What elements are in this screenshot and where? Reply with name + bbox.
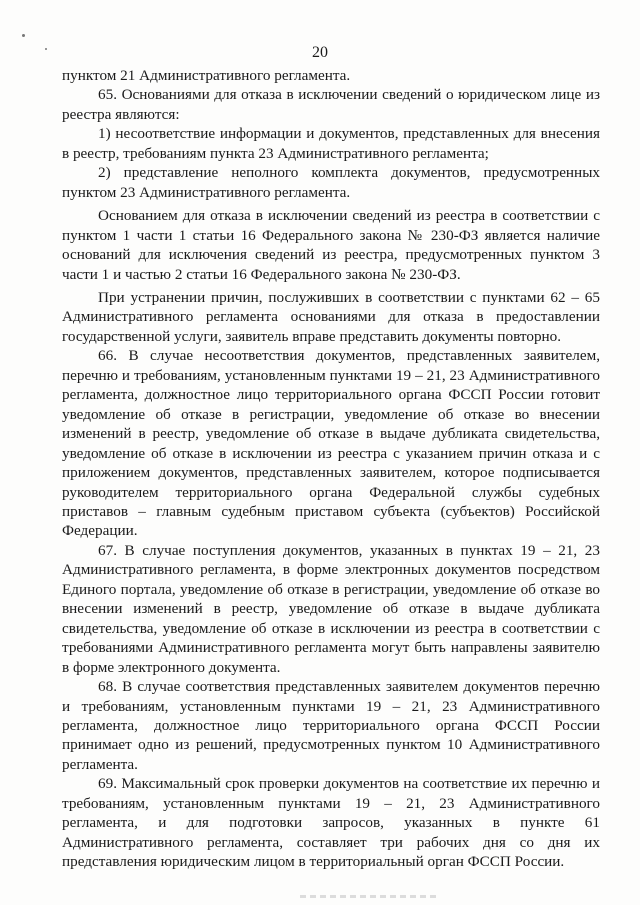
paragraph-68: 68. В случае соответствия представленных заявителем документов перечню и требованиям, установленным пунктами 19 – 21, 23 Административного регламента, должностное лицо территориального органа ФССП России принимает одно из решений, предусмотренных пунктом 10 Административного регламента. bbox=[62, 678, 600, 773]
page-number: 20 bbox=[312, 44, 328, 61]
paragraph-65-item-1: 1) несоответствие информации и документов, представленных для внесения в реестр, требованиям пункта 23 Административного регламента; bbox=[62, 125, 600, 162]
paragraph-69: 69. Максимальный срок проверки документов на соответствие их перечню и требованиям, установленным пунктами 19 – 21, 23 Административного регламента, и для подготовки запросов, указанных в пункте 61 Административного регламента, составляет три рабочих дня со дня их представления юридическим лицом в территориальный орган ФССП России. bbox=[62, 775, 600, 871]
scan-bottom-artifact bbox=[300, 895, 440, 898]
paragraph-65: 65. Основаниями для отказа в исключении сведений о юридическом лице из реестра являются: bbox=[62, 86, 600, 123]
paragraph-67: 67. В случае поступления документов, указанных в пунктах 19 – 21, 23 Административного регламента, в форме электронных документов посредством Единого портала, уведомление об отказе в регистрации, уведомление об отказе во внесении изменений в реестр, уведомление об отказе в выдаче дубликата свидетельства, уведомление об отказе в исключении из реестра в соответствии с требованиями Административного регламента могут быть направлены заявителю в форме электронного документа. bbox=[62, 541, 600, 676]
paragraph-refusal-basis: Основанием для отказа в исключении сведений из реестра в соответствии с пунктом 1 части 1 статьи 16 Федерального закона № 230-ФЗ является наличие оснований для исключения сведений из реестра, предусмотренных пунктом 3 части 1 и частью 2 статьи 16 Федерального закона № 230-ФЗ. bbox=[62, 207, 600, 283]
paragraph-66: 66. В случае несоответствия документов, представленных заявителем, перечню и требованиям, установленным пунктами 19 – 21, 23 Административного регламента, должностное лицо территориального органа ФССП России готовит уведомление об отказе в регистрации, уведомление об отказе во внесении изменений в реестр, уведомление об отказе в выдаче дубликата свидетельства, уведомление об отказе в исключении из реестра с указанием причин отказа и с приложением документов, представленных заявителем, которое подписывается руководителем территориального органа Федеральной службы судебных приставов – главным судебным приставом субъекта (субъектов) Российской Федерации. bbox=[62, 347, 600, 540]
paragraph-continuation: пунктом 21 Административного регламента. bbox=[62, 67, 351, 84]
paragraph-resubmission: При устранении причин, послуживших в соответствии с пунктами 62 – 65 Административного регламента основаниями для отказа в предоставлении государственной услуги, заявитель вправе представить документы повторно. bbox=[62, 288, 600, 345]
document-body bbox=[62, 66, 600, 872]
paragraph-65-item-2: 2) представление неполного комплекта документов, предусмотренных пунктом 23 Административного регламента. bbox=[62, 164, 600, 201]
